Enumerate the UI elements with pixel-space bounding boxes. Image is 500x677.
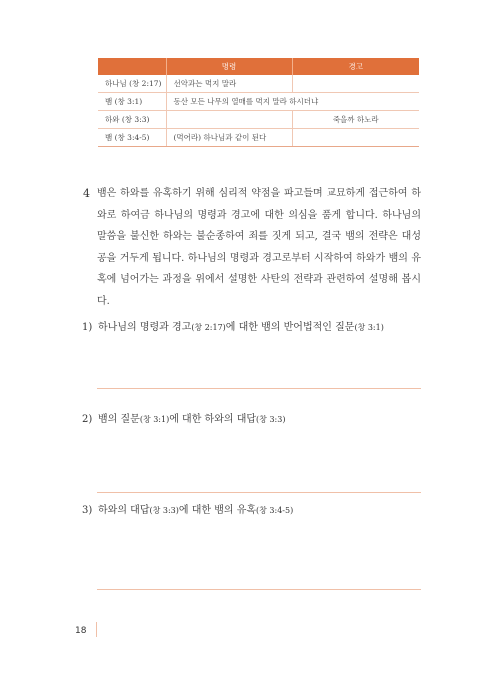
row-command: 동산 모든 나무의 열매를 먹지 말라 하시더냐	[166, 93, 419, 111]
row-subject: 하나님 (창 2:17)	[98, 75, 166, 93]
sub-question-text: 하와의 대답	[98, 505, 150, 516]
sub-question-1	[82, 318, 384, 333]
sub-question-number: 1)	[82, 322, 93, 333]
row-command: 선악과는 먹지 말라	[166, 75, 292, 93]
row-warning: 죽을까 하노라	[292, 111, 419, 129]
table-row	[98, 111, 419, 129]
answer-line[interactable]	[97, 589, 421, 590]
header-subject	[98, 58, 166, 75]
row-command	[166, 111, 292, 129]
scripture-ref: (창 2:17)	[191, 323, 226, 332]
row-subject: 하와 (창 3:3)	[98, 111, 166, 129]
table-row	[98, 93, 419, 111]
answer-line[interactable]	[97, 492, 421, 493]
row-warning	[292, 129, 419, 147]
scripture-ref: (창 3:1)	[139, 415, 170, 424]
table-row	[98, 75, 419, 93]
sub-question-2	[82, 410, 285, 425]
table-row	[98, 129, 419, 147]
header-command: 명령	[166, 58, 292, 75]
row-subject: 뱀 (창 3:4-5)	[98, 129, 166, 147]
scripture-ref: (창 3:3)	[256, 415, 286, 424]
scripture-ref: (창 3:3)	[149, 506, 179, 515]
row-command: (먹어라) 하나님과 같이 된다	[166, 129, 292, 147]
table-header-row	[98, 58, 419, 75]
command-warning-table	[98, 58, 419, 147]
row-warning	[292, 75, 419, 93]
sub-question-text: 뱀의 질문	[98, 414, 140, 425]
sub-question-number: 2)	[82, 414, 93, 425]
scripture-ref: (창 3:1)	[354, 323, 384, 332]
sub-question-text: 에 대한 뱀의 유혹	[178, 505, 257, 516]
answer-line[interactable]	[97, 388, 421, 389]
sub-question-text: 하나님의 명령과 경고	[98, 322, 192, 333]
sub-question-3	[82, 501, 293, 516]
page-number: 18	[75, 626, 87, 636]
question-number: 4	[83, 187, 90, 200]
header-warning: 경고	[292, 58, 419, 75]
scripture-ref: (창 3:4-5)	[256, 506, 294, 515]
sub-question-text: 에 대한 하와의 대답	[169, 414, 257, 425]
footer-divider	[96, 622, 97, 637]
question-text: 뱀은 하와를 유혹하기 위해 심리적 약점을 파고들며 교묘하게 접근하여 하와로 하여금 하나님의 명령과 경고에 대한 의심을 품게 합니다. 하나님의 말씀을 불신한 하와는 불순종하여 죄를 짓게 되고, 결국 뱀의 전략은 대성공을 거두게 됩니다. 하나님의 명령과 경고로부터 시작하여 하와가 뱀의 유혹에 넘어가는 과정을 위에서 설명한 사탄의 전략과 관련하여 설명해 봅시다.	[97, 188, 421, 307]
sub-question-number: 3)	[82, 505, 93, 516]
sub-question-text: 에 대한 뱀의 반어법적인 질문	[225, 322, 355, 333]
row-subject: 뱀 (창 3:1)	[98, 93, 166, 111]
